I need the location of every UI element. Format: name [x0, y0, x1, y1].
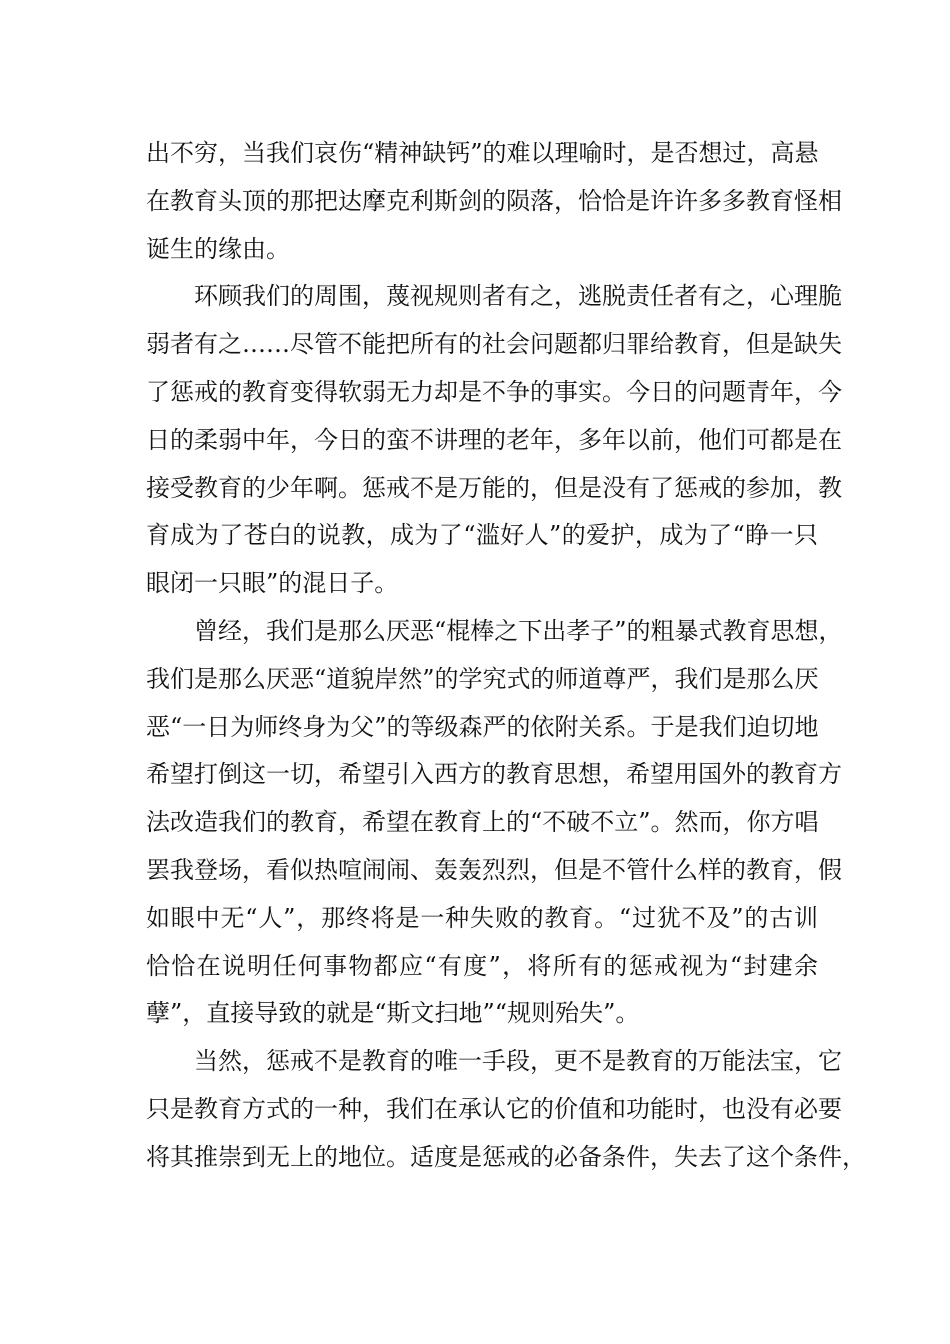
text-line: 我们是那么厌恶“道貌岸然”的学究式的师道尊严，我们是那么厌: [146, 664, 819, 693]
text-line: 罢我登场，看似热喧闹闹、轰轰烈烈，但是不管什么样的教育，假: [146, 855, 842, 884]
text-line: 当然，惩戒不是教育的唯一手段，更不是教育的万能法宝，它: [194, 1047, 842, 1076]
text-line: 只是教育方式的一种，我们在承认它的价值和功能时，也没有必要: [146, 1094, 842, 1123]
text-line: 弱者有之……尽管不能把所有的社会问题都归罪给教育，但是缺失: [146, 330, 842, 359]
text-line: 接受教育的少年啊。惩戒不是万能的，但是没有了惩戒的参加，教: [146, 473, 842, 502]
body-text: [146, 130, 866, 1182]
text-line: 在教育头顶的那把达摩克利斯剑的陨落，恰恰是许许多多教育怪相: [146, 186, 842, 215]
text-line: 曾经，我们是那么厌恶“棍棒之下出孝子”的粗暴式教育思想，: [194, 616, 843, 645]
text-line: 了惩戒的教育变得软弱无力却是不争的事实。今日的问题青年，今: [146, 377, 842, 406]
text-line: 将其推崇到无上的地位。适度是惩戒的必备条件，失去了这个条件，: [146, 1142, 866, 1171]
text-line: 法改造我们的教育，希望在教育上的“不破不立”。然而，你方唱: [146, 808, 819, 837]
text-line: 恶“一日为师终身为父”的等级森严的依附关系。于是我们迫切地: [146, 712, 819, 741]
text-line: 眼闭一只眼”的混日子。: [146, 569, 399, 598]
text-line: 诞生的缘由。: [146, 234, 290, 263]
text-line: 希望打倒这一切，希望引入西方的教育思想，希望用国外的教育方: [146, 760, 842, 789]
text-line: 孽”，直接导致的就是“斯文扫地”“规则殆失”。: [146, 999, 640, 1028]
text-line: 育成为了苍白的说教，成为了“滥好人”的爱护，成为了“睁一只: [146, 521, 818, 550]
text-line: 如眼中无“人”，那终将是一种失败的教育。“过犹不及”的古训: [146, 903, 818, 932]
text-line: 环顾我们的周围，蔑视规则者有之，逃脱责任者有之，心理脆: [194, 282, 842, 311]
text-line: 恰恰在说明任何事物都应“有度”，将所有的惩戒视为“封建余: [146, 951, 818, 980]
text-line: 出不穷，当我们哀伤“精神缺钙”的难以理喻时，是否想过，高悬: [146, 139, 819, 167]
text-line: 日的柔弱中年，今日的蛮不讲理的老年，多年以前，他们可都是在: [146, 425, 842, 454]
